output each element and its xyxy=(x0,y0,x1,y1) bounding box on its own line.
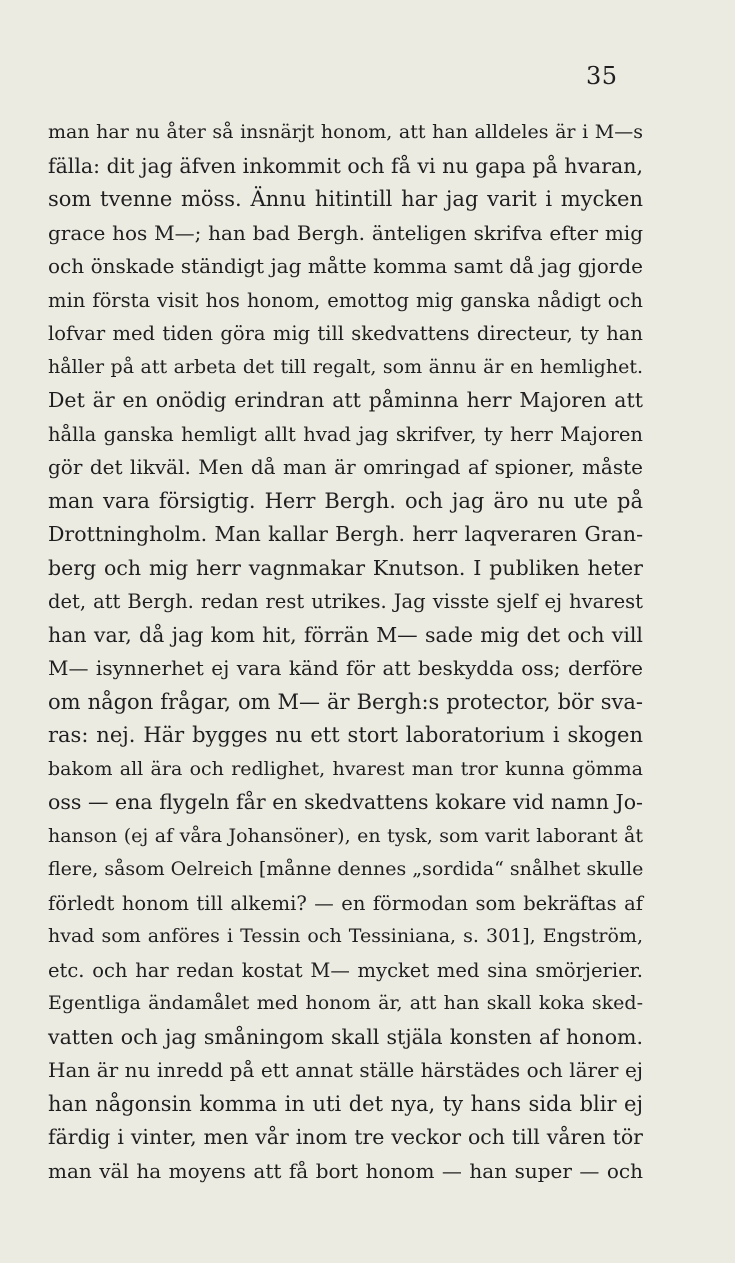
text-line: han var, då jag kom hit, förrän M— sade mig det och vill xyxy=(48,622,643,647)
text-line: det, att Bergh. redan rest utrikes. Jag visste sjelf ej hvarest xyxy=(48,590,643,613)
text-line: berg och mig herr vagnmakar Knutson. I publiken heter xyxy=(48,555,643,580)
text-line: fälla: dit jag äfven inkommit och få vi nu gapa på hvaran, xyxy=(48,153,643,178)
text-line: hålla ganska hemligt allt hvad jag skrifver, ty herr Majoren xyxy=(48,422,643,446)
text-line: Han är nu inredd på ett annat ställe härstädes och lärer ej xyxy=(48,1058,643,1082)
text-line: håller på att arbeta det till regalt, som ännu är en hemlighet. xyxy=(48,355,643,378)
text-line: etc. och har redan kostat M— mycket med sina smörjerier. xyxy=(48,958,643,982)
text-line: Egentliga ändamålet med honom är, att han skall koka sked- xyxy=(48,992,643,1014)
text-line: och önskade ständigt jag måtte komma samt då jag gjorde xyxy=(48,254,643,278)
text-line: man vara försigtig. Herr Bergh. och jag äro nu ute på xyxy=(48,488,643,513)
text-line: man har nu åter så insnärjt honom, att han alldeles är i M—s xyxy=(48,121,643,143)
text-line: om någon frågar, om M— är Bergh:s protector, bör sva- xyxy=(48,689,643,714)
text-line: vatten och jag småningom skall stjäla konsten af honom. xyxy=(48,1024,643,1049)
text-line: ras: nej. Här bygges nu ett stort laboratorium i skogen xyxy=(48,723,643,747)
text-line: gör det likväl. Men då man är omringad af spioner, måste xyxy=(48,455,643,479)
text-line: hanson (ej af våra Johansöner), en tysk, som varit laborant åt xyxy=(48,824,643,847)
text-line: min första visit hos honom, emottog mig ganska nådigt och xyxy=(48,288,643,312)
text-line: flere, såsom Oelreich [månne dennes „sordida“ snålhet skulle xyxy=(48,858,644,880)
text-line: bakom all ära och redlighet, hvarest man tror kunna gömma xyxy=(48,757,643,780)
text-line: grace hos M—; han bad Bergh. änteligen skrifva efter mig xyxy=(48,220,643,245)
text-line: Det är en onödig erindran att påminna herr Majoren att xyxy=(48,388,643,412)
text-line: M— isynnerhet ej vara känd för att beskydda oss; derföre xyxy=(48,656,643,680)
text-line: oss — ena flygeln får en skedvattens kokare vid namn Jo- xyxy=(48,790,643,814)
text-line: han någonsin komma in uti det nya, ty hans sida blir ej xyxy=(48,1091,643,1116)
body-text xyxy=(48,116,643,1188)
text-line: förledt honom till alkemi? — en förmodan som bekräftas af xyxy=(48,891,643,915)
text-line: lofvar med tiden göra mig till skedvattens directeur, ty han xyxy=(48,322,643,345)
text-line: hvad som anföres i Tessin och Tessiniana, s. 301], Engström, xyxy=(48,925,643,947)
text-line: färdig i vinter, men vår inom tre veckor och till våren tör xyxy=(48,1125,643,1149)
page-number: 35 xyxy=(586,62,618,90)
text-line: man väl ha moyens att få bort honom — han super — och xyxy=(48,1158,643,1183)
text-line: Drottningholm. Man kallar Bergh. herr laqveraren Gran- xyxy=(48,522,643,546)
text-line: som tvenne möss. Ännu hitintill har jag varit i mycken xyxy=(48,187,643,211)
